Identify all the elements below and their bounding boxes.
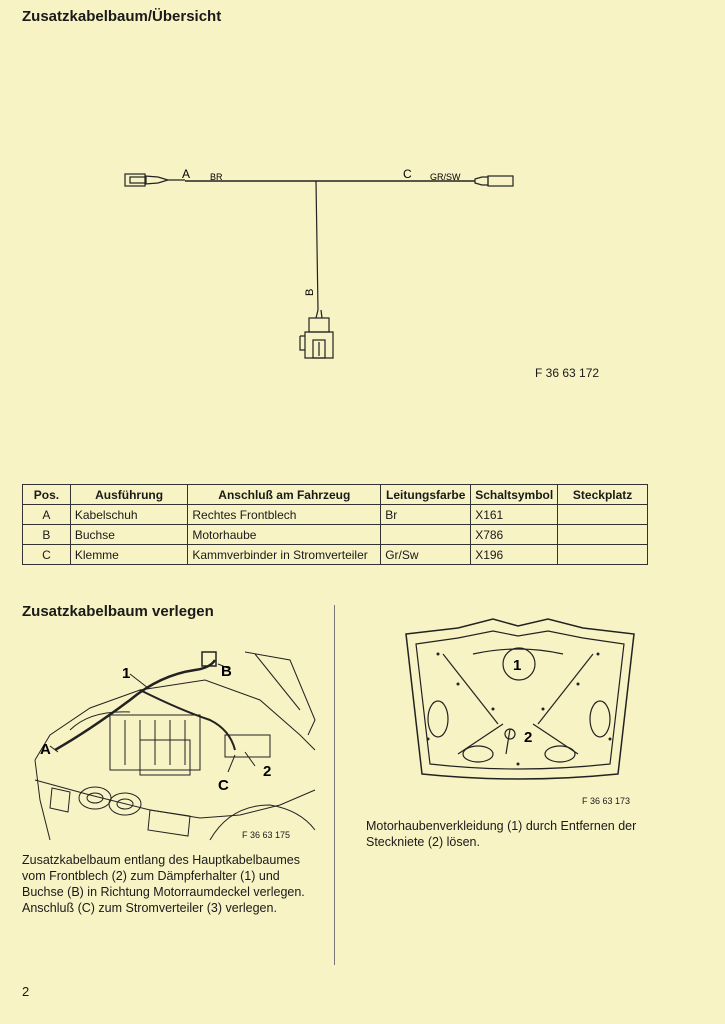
figure-ref-overview: F 36 63 172 — [535, 366, 600, 380]
callout-2: 2 — [263, 763, 272, 780]
table-cell — [558, 525, 648, 545]
engine-bay-illustration — [30, 640, 320, 848]
col-header: Steckplatz — [558, 485, 648, 505]
figure-ref-right: F 36 63 173 — [582, 796, 631, 806]
table-cell: Buchse — [70, 525, 188, 545]
table-cell: Klemme — [70, 545, 188, 565]
label-a: A — [182, 167, 191, 181]
caption-right: Motorhaubenverkleidung (1) durch Entfernen der Steckniete (2) lösen. — [366, 819, 637, 849]
table-cell — [558, 545, 648, 565]
color-c: GR/SW — [430, 172, 461, 182]
table-row — [23, 545, 648, 565]
connection-table — [22, 484, 648, 565]
harness-overview-diagram — [110, 150, 530, 390]
callout-c: C — [218, 777, 229, 794]
page-title: Zusatzkabelbaum/Übersicht — [22, 8, 222, 25]
callout-1: 1 — [122, 665, 131, 682]
col-header: Pos. — [23, 485, 71, 505]
table-row — [23, 505, 648, 525]
label-b: B — [304, 288, 316, 296]
callout-1: 1 — [513, 657, 522, 674]
figure-ref-left: F 36 63 175 — [242, 830, 291, 840]
callout-a: A — [40, 741, 51, 758]
table-cell — [558, 505, 648, 525]
callout-2: 2 — [524, 729, 533, 746]
column-divider — [334, 605, 335, 965]
table-cell: Gr/Sw — [381, 545, 471, 565]
color-a: BR — [210, 172, 223, 182]
col-header: Ausführung — [70, 485, 188, 505]
callout-b: B — [221, 663, 232, 680]
table-cell: B — [23, 525, 71, 545]
table-cell — [381, 525, 471, 545]
label-c: C — [403, 167, 412, 181]
page-number: 2 — [22, 984, 30, 999]
table-header-row — [23, 485, 648, 505]
table-row — [23, 525, 648, 545]
hood-panel-illustration — [398, 614, 642, 784]
table-cell: Br — [381, 505, 471, 525]
table-cell: X196 — [471, 545, 558, 565]
table-cell: Rechtes Frontblech — [188, 505, 381, 525]
col-header: Leitungsfarbe — [381, 485, 471, 505]
terminal-c-icon — [475, 177, 488, 185]
col-header: Anschluß am Fahrzeug — [188, 485, 381, 505]
table-cell: C — [23, 545, 71, 565]
section-title: Zusatzkabelbaum verlegen — [22, 603, 214, 620]
table-cell: Motorhaube — [188, 525, 381, 545]
table-cell: Kammverbinder in Stromverteiler — [188, 545, 381, 565]
socket-b-icon — [300, 318, 333, 358]
table-cell: X161 — [471, 505, 558, 525]
cable-lug-a-icon — [125, 174, 145, 186]
col-header: Schaltsymbol — [471, 485, 558, 505]
table-cell: Kabelschuh — [70, 505, 188, 525]
table-cell: A — [23, 505, 71, 525]
caption-left: Zusatzkabelbaum entlang des Hauptkabelbaumes vom Frontblech (2) zum Dämpferhalter (1) und Buchse (B) in Richtung Motorraumdeckel verlegen. Anschluß (C) zum Stromverteiler (3) verlegen. — [22, 853, 305, 915]
table-cell: X786 — [471, 525, 558, 545]
